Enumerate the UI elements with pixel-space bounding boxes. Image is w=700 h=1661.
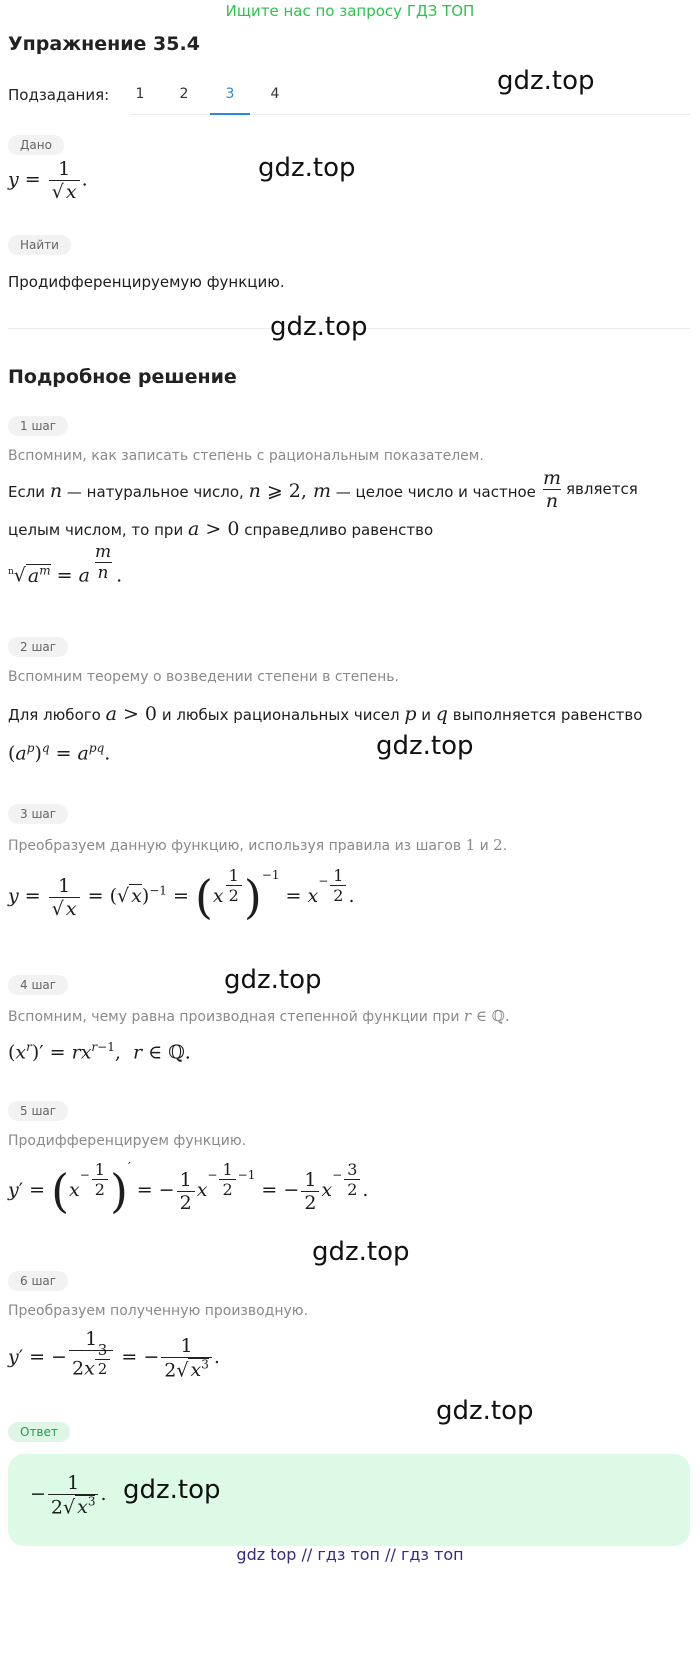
watermark: gdz.top [497, 66, 595, 96]
step-2-formula: $(a^p)^q = a^{pq}$. [8, 741, 111, 765]
step-1-fraction: $\frac{m}{n}$ [543, 467, 562, 512]
step-1-line-1: Если n — натуральное число, n ⩾ 2, m — целое число и частное [8, 480, 536, 502]
find-chip: Найти [8, 235, 71, 255]
footer-links[interactable]: gdz top // гдз топ // гдз топ [236, 1545, 464, 1564]
step-1-line-1-end: является [566, 480, 638, 498]
step-1-formula: $^n$√ $a^m = a$ $\frac{m}{n}$ . [8, 542, 123, 587]
active-tab-indicator [210, 113, 250, 115]
step-6-chip: 6 шаг [8, 1271, 68, 1291]
step-3-chip: 3 шаг [8, 804, 68, 824]
step-2-text: Вспомним теорему о возведении степени в степень. [8, 669, 399, 685]
step-5-formula: y′ = (x− $\frac{1}{2}$ )′ = − $\frac{1}{2}$ x− $\frac{1}{2}$ $^{-1}$ = − $\frac{1}{2}$ x− $\frac{3}{2}$ . [8, 1159, 369, 1218]
step-6-text: Преобразуем полученную производную. [8, 1303, 309, 1319]
tab-4[interactable]: 4 [270, 86, 280, 102]
step-5-chip: 5 шаг [8, 1101, 68, 1121]
answer-box [8, 1454, 690, 1546]
tab-3[interactable]: 3 [225, 86, 235, 102]
step-3-text: Преобразуем данную функцию, используя правила из шагов 1 и 2. [8, 836, 508, 854]
watermark: gdz.top [436, 1396, 534, 1426]
step-4-text: Вспомним, чему равна производная степенной функции при r ∈ ℚ. [8, 1007, 510, 1025]
find-text: Продифференцируемую функцию. [8, 273, 285, 291]
watermark: gdz.top [258, 153, 356, 183]
solution-title: Подробное решение [8, 366, 237, 388]
page-title: Упражнение 35.4 [8, 33, 200, 55]
watermark: gdz.top [270, 312, 368, 342]
answer-chip: Ответ [8, 1422, 70, 1442]
given-formula: y = $\frac{1}{√ x}$ . [8, 158, 88, 203]
tab-2[interactable]: 2 [179, 86, 189, 102]
step-1-line-2: целым числом, то при a > 0 справедливо равенство [8, 518, 434, 540]
step-4-chip: 4 шаг [8, 975, 68, 995]
subtasks-label: Подзадания: [8, 86, 110, 104]
answer-formula: − $\frac{1}{2√ x^3}$ . [30, 1472, 107, 1519]
tab-1[interactable]: 1 [135, 86, 145, 102]
watermark: gdz.top [312, 1237, 410, 1267]
step-3-formula: y = $\frac{1}{√ x}$ = (√ x)$^{-1}$ = (x $\frac{1}{2}$ )$^{-1}$ = x− $\frac{1}{2}$ . [8, 865, 355, 924]
step-4-formula: $(x^r)' = rx^{r-1}$, r ∈ ℚ. [8, 1040, 191, 1064]
watermark: gdz.top [376, 731, 474, 761]
step-1-text: Вспомним, как записать степень с рациональным показателем. [8, 448, 484, 464]
step-6-formula: y′ = − 1 2x $\frac{3}{2}$ = − $\frac{1}{2√ x^3}$ . [8, 1328, 220, 1388]
given-chip: Дано [8, 135, 64, 155]
step-1-chip: 1 шаг [8, 416, 68, 436]
step-2-line-1: Для любого a > 0 и любых рациональных чисел p и q выполняется равенство [8, 703, 643, 725]
step-2-chip: 2 шаг [8, 637, 68, 657]
watermark: gdz.top [224, 965, 322, 995]
top-banner[interactable]: Ищите нас по запросу ГДЗ ТОП [225, 2, 475, 20]
watermark: gdz.top [123, 1475, 221, 1505]
step-5-text: Продифференцируем функцию. [8, 1133, 247, 1149]
